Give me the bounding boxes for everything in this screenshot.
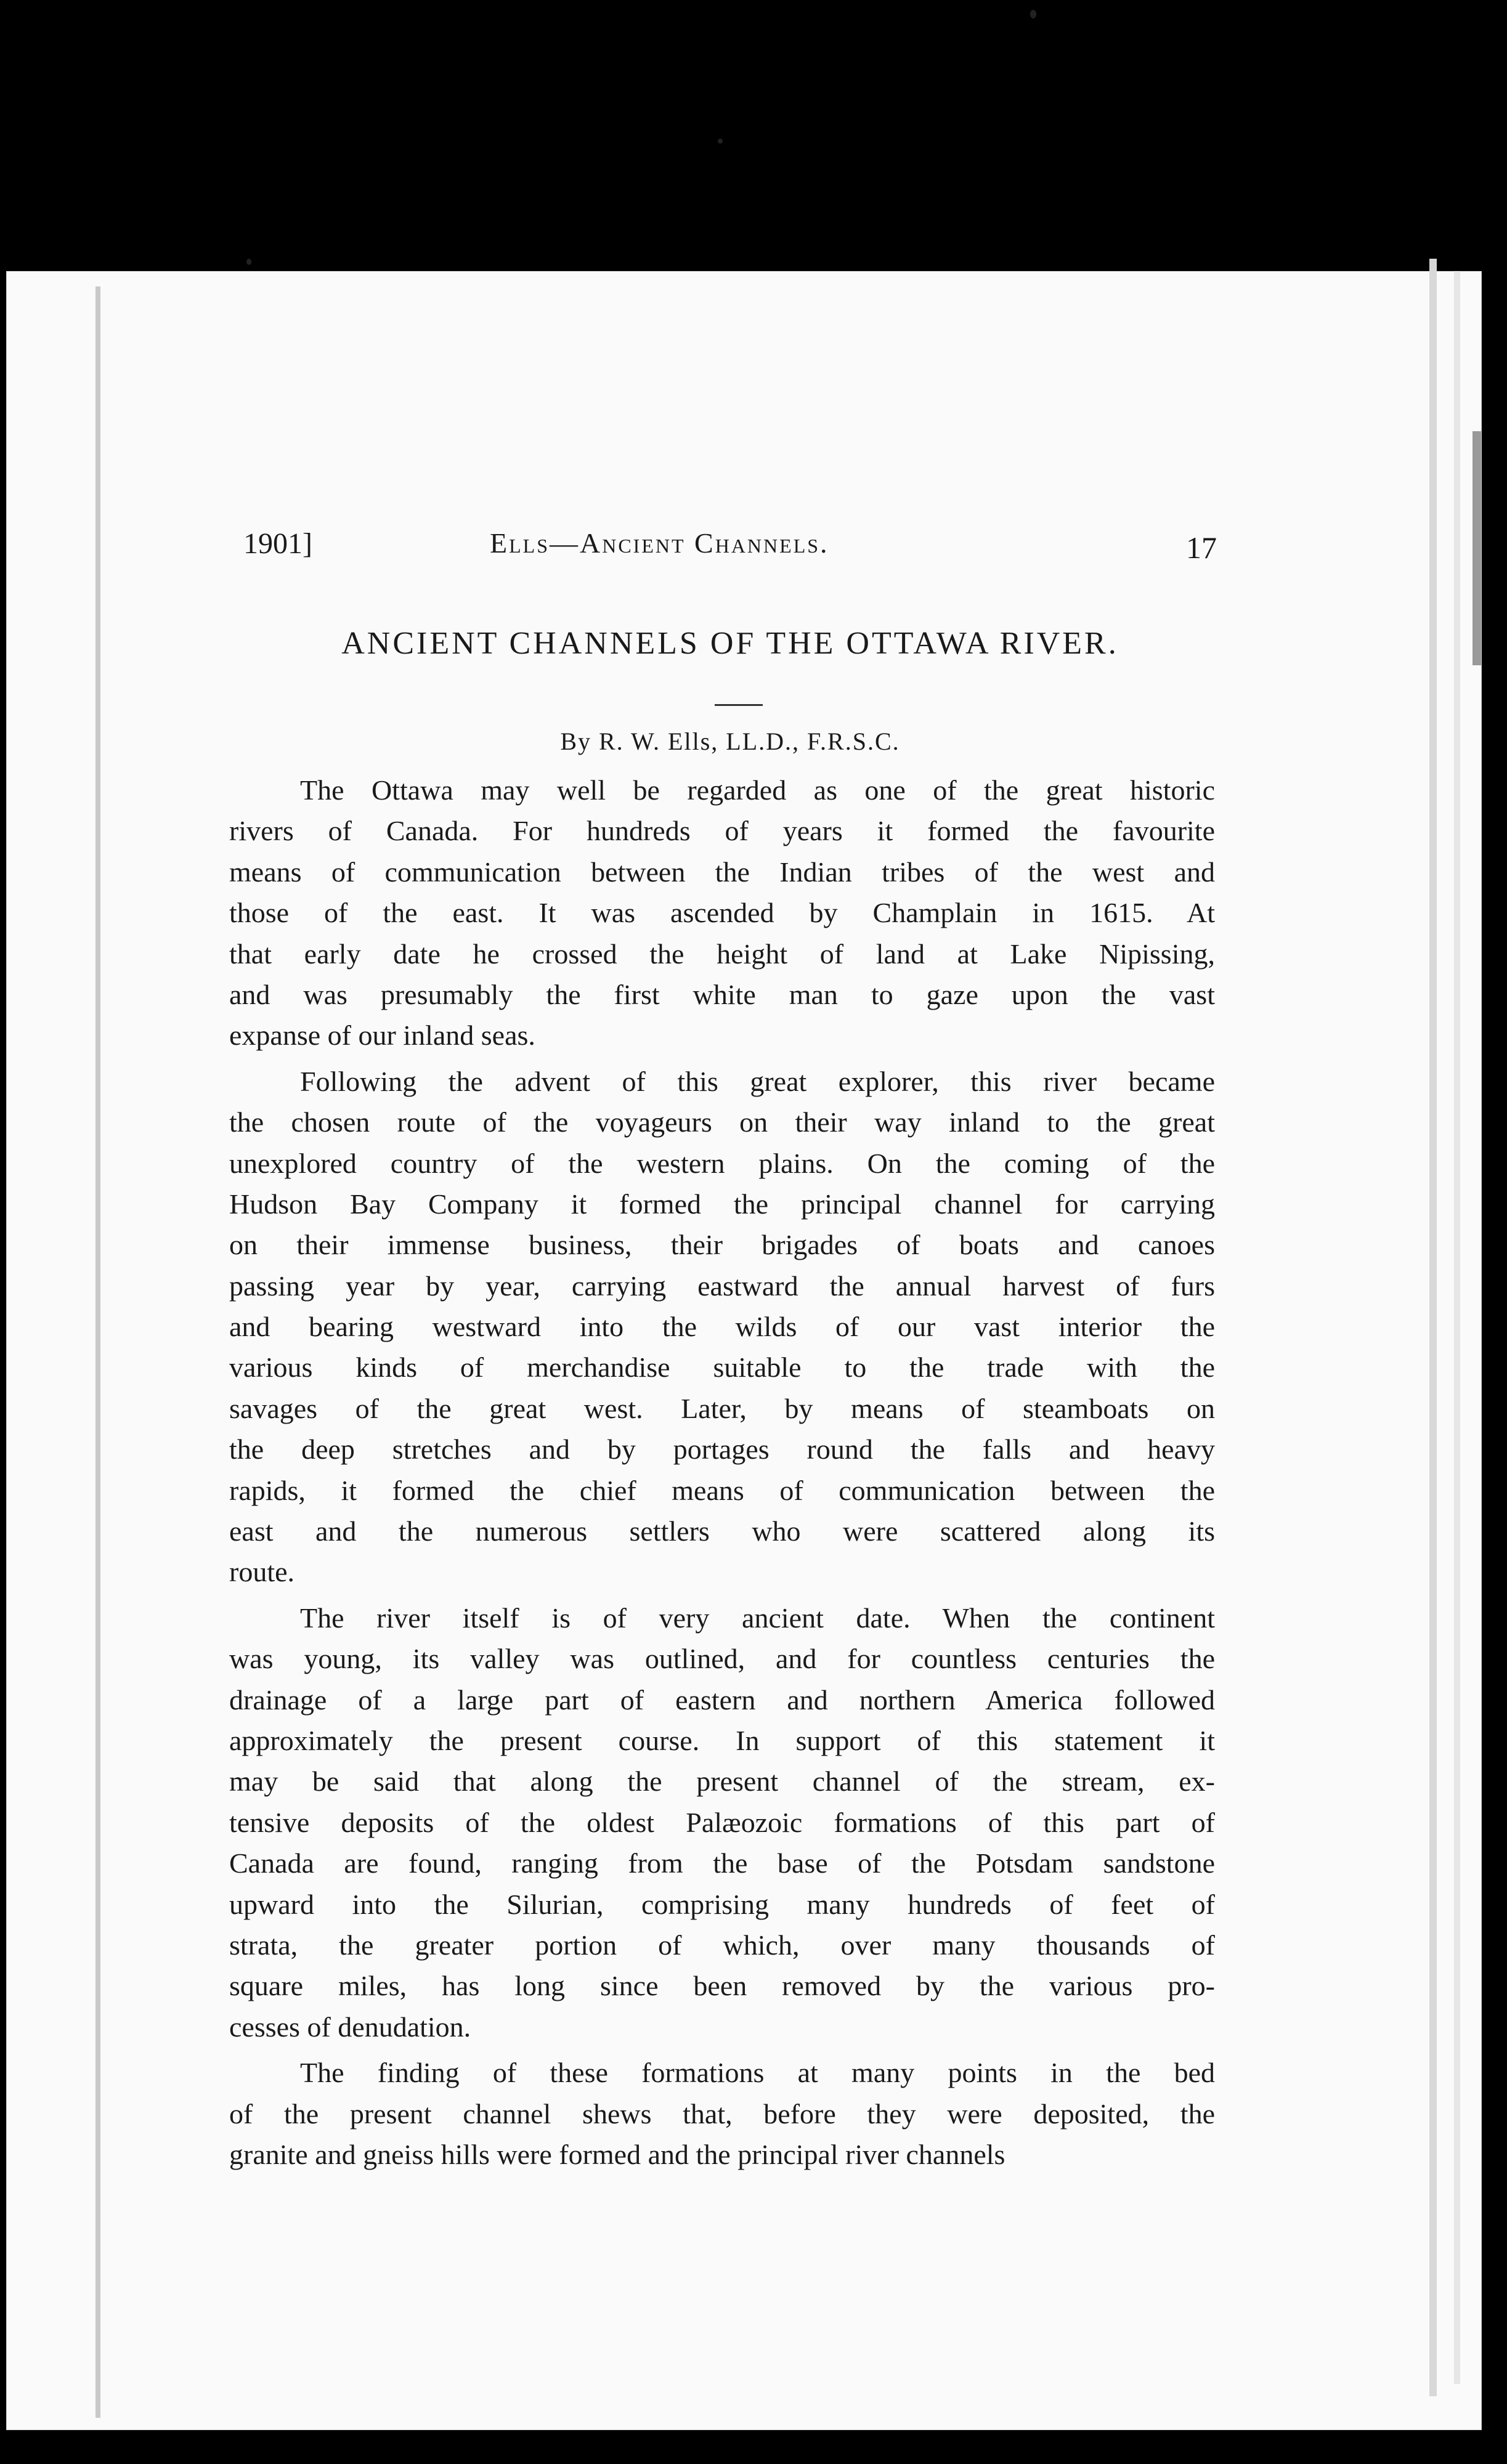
paragraph-line: expanse of our inland seas. <box>229 1019 535 1052</box>
paragraph-line: The Ottawa may well be regarded as one of the great historic <box>300 774 1215 806</box>
paragraph-line: cesses of denudation. <box>229 2011 471 2043</box>
paragraph-line: and bearing westward into the wilds of our vast interior the <box>229 1311 1215 1343</box>
page-number: 17 <box>1186 530 1217 565</box>
article-title: ANCIENT CHANNELS OF THE OTTAWA RIVER. <box>341 626 1119 661</box>
paragraph-gap <box>229 1593 1215 1598</box>
paragraph-line: east and the numerous settlers who were scattered along its <box>229 1515 1215 1547</box>
scan-speck <box>718 139 723 144</box>
paragraph-gap <box>229 2048 1215 2053</box>
paragraph-line: and was presumably the first white man to gaze upon the vast <box>229 978 1215 1010</box>
paragraph-line: Canada are found, ranging from the base of the Potsdam sandstone <box>229 1847 1215 1879</box>
page-edge <box>1454 271 1460 2384</box>
paragraph-line: unexplored country of the western plains. On the coming of the <box>229 1147 1215 1179</box>
paragraph-line: Hudson Bay Company it formed the principal channel for carrying <box>229 1188 1215 1220</box>
paragraph-line: rapids, it formed the chief means of communication between the <box>229 1474 1215 1506</box>
page-edge-shadow <box>1472 431 1481 665</box>
paragraph-line: The finding of these formations at many points in the bed <box>300 2057 1215 2089</box>
binding-shadow <box>95 286 100 2418</box>
running-header <box>243 527 1217 570</box>
paragraph-line: upward into the Silurian, comprising many hundreds of feet of <box>229 1888 1215 1920</box>
paragraph-line: strata, the greater portion of which, over many thousands of <box>229 1929 1215 1961</box>
header-year: 1901] <box>243 527 312 560</box>
article-body <box>229 770 1215 2175</box>
paragraph-line: granite and gneiss hills were formed and the principal river channels <box>229 2138 1005 2170</box>
title-divider <box>715 704 763 706</box>
author-byline: By R. W. Ells, LL.D., F.R.S.C. <box>560 727 900 755</box>
paragraph-line: those of the east. It was ascended by Champlain in 1615. At <box>229 897 1215 929</box>
paragraph-line: drainage of a large part of eastern and northern America followed <box>229 1684 1215 1716</box>
paragraph-line: square miles, has long since been removed by the various pro- <box>229 1970 1215 2002</box>
scan-speck <box>246 259 251 265</box>
paragraph-line: on their immense business, their brigades of boats and canoes <box>229 1229 1215 1261</box>
scan-speck <box>1030 10 1036 18</box>
paragraph-line: that early date he crossed the height of land at Lake Nipissing, <box>229 938 1215 970</box>
page-edge <box>1429 259 1437 2396</box>
paragraph-line: may be said that along the present channel of the stream, ex- <box>229 1765 1215 1797</box>
paragraph-line: of the present channel shews that, before they were deposited, the <box>229 2097 1215 2130</box>
paragraph-line: The river itself is of very ancient date. When the continent <box>300 1602 1215 1634</box>
paragraph-line: rivers of Canada. For hundreds of years it formed the favourite <box>229 815 1215 847</box>
paragraph-line: tensive deposits of the oldest Palæozoic formations of this part of <box>229 1806 1215 1838</box>
paragraph-line: the deep stretches and by portages round the falls and heavy <box>229 1433 1215 1465</box>
header-running-title: Ells—Ancient Channels. <box>490 527 829 559</box>
paragraph-gap <box>229 1056 1215 1061</box>
paragraph-line: Following the advent of this great explorer, this river became <box>300 1065 1215 1097</box>
paragraph-line: was young, its valley was outlined, and for countless centuries the <box>229 1643 1215 1675</box>
paragraph-line: the chosen route of the voyageurs on their way inland to the great <box>229 1106 1215 1138</box>
paragraph-line: approximately the present course. In support of this statement it <box>229 1724 1215 1756</box>
paragraph-line: route. <box>229 1556 295 1588</box>
paragraph-line: various kinds of merchandise suitable to the trade with the <box>229 1352 1215 1384</box>
paragraph-line: passing year by year, carrying eastward the annual harvest of furs <box>229 1270 1215 1302</box>
paragraph-line: savages of the great west. Later, by means of steamboats on <box>229 1392 1215 1424</box>
paragraph-line: means of communication between the Indian tribes of the west and <box>229 856 1215 888</box>
